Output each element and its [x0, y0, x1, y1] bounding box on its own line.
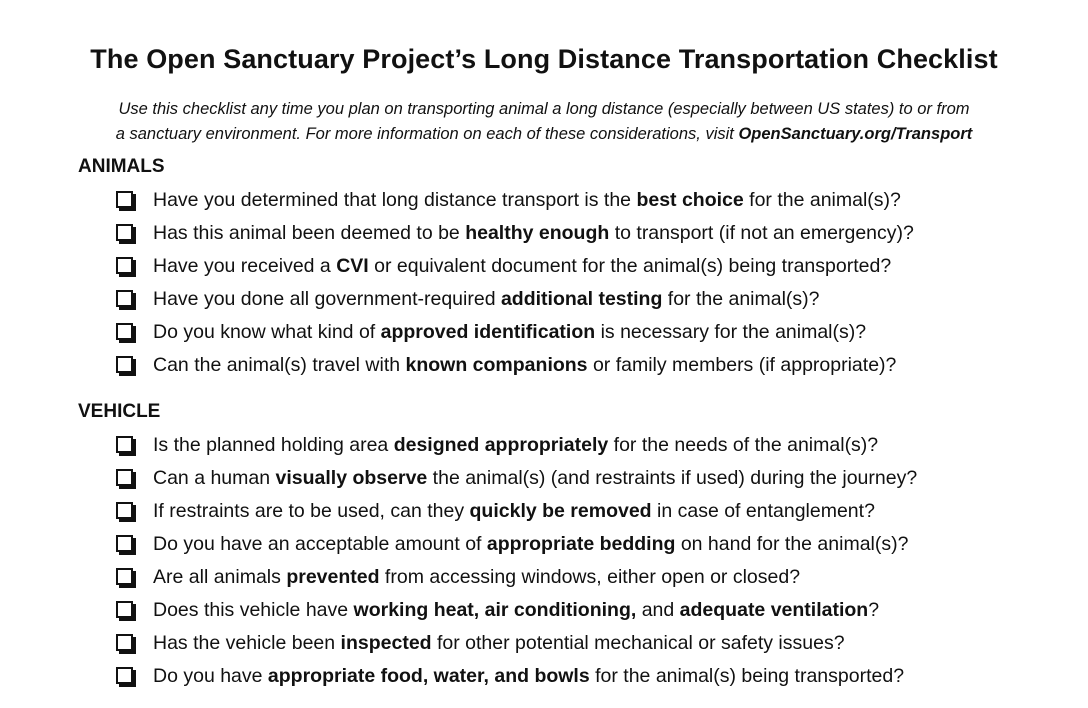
item-text-segment: or equivalent document for the animal(s) being transported?	[368, 255, 892, 277]
intro-paragraph	[60, 97, 1028, 147]
checkbox-icon[interactable]	[116, 257, 133, 274]
checkbox-icon[interactable]	[116, 436, 133, 453]
checkbox-icon[interactable]	[116, 290, 133, 307]
emphasis-text: known companions	[405, 354, 588, 376]
checklist-item	[116, 184, 914, 217]
item-text-segment: ?	[868, 599, 880, 621]
checklist-item-text	[153, 467, 917, 490]
emphasis-text: CVI	[336, 255, 369, 277]
checklist-item	[116, 250, 914, 283]
checklist-item-text	[153, 354, 896, 377]
emphasis-text: approved identification	[380, 321, 596, 343]
checklist-item	[116, 316, 914, 349]
item-text-segment: Do you know what kind of	[153, 321, 381, 343]
section-heading-animals: ANIMALS	[78, 156, 165, 177]
item-text-segment: Are all animals	[153, 566, 287, 588]
checklist-item-text	[153, 189, 901, 212]
intro-line-1: Use this checklist any time you plan on transporting animal a long distance (especially between US states) to or from	[118, 100, 970, 118]
checklist-item-text	[153, 222, 914, 245]
section-heading-vehicle: VEHICLE	[78, 401, 161, 422]
emphasis-text: visually observe	[275, 467, 428, 489]
checklist-item	[116, 217, 914, 250]
checklist-item	[116, 660, 917, 693]
item-text-segment: Does this vehicle have	[153, 599, 354, 621]
item-text-segment: If restraints are to be used, can they	[153, 500, 470, 522]
item-text-segment: Can a human	[153, 467, 276, 489]
emphasis-text: designed appropriately	[393, 434, 609, 456]
animals-checklist	[116, 184, 914, 382]
emphasis-text: healthy enough	[465, 222, 610, 244]
item-text-segment: Do you have	[153, 665, 268, 687]
item-text-segment: or family members (if appropriate)?	[587, 354, 897, 376]
checkbox-icon[interactable]	[116, 502, 133, 519]
item-text-segment: the animal(s) (and restraints if used) during the journey?	[427, 467, 918, 489]
checklist-item	[116, 627, 917, 660]
checkbox-icon[interactable]	[116, 667, 133, 684]
checklist-item	[116, 594, 917, 627]
vehicle-checklist	[116, 429, 917, 693]
checkbox-icon[interactable]	[116, 323, 133, 340]
item-text-segment: Have you determined that long distance transport is the	[153, 189, 637, 211]
item-text-segment: from accessing windows, either open or closed?	[379, 566, 801, 588]
checklist-item-text	[153, 434, 878, 457]
checkbox-icon[interactable]	[116, 469, 133, 486]
intro-link[interactable]: OpenSanctuary.org/Transport	[738, 125, 973, 143]
checkbox-icon[interactable]	[116, 535, 133, 552]
checklist-item	[116, 283, 914, 316]
emphasis-text: appropriate bedding	[486, 533, 676, 555]
item-text-segment: Can the animal(s) travel with	[153, 354, 406, 376]
item-text-segment: for the animal(s) being transported?	[589, 665, 905, 687]
item-text-segment: on hand for the animal(s)?	[675, 533, 909, 555]
checklist-item-text	[153, 599, 879, 622]
item-text-segment: for the needs of the animal(s)?	[608, 434, 879, 456]
emphasis-text: additional testing	[500, 288, 663, 310]
item-text-segment: for the animal(s)?	[662, 288, 820, 310]
emphasis-text: appropriate food, water, and bowls	[267, 665, 590, 687]
item-text-segment: Have you done all government-required	[153, 288, 501, 310]
checklist-item	[116, 349, 914, 382]
checklist-item-text	[153, 632, 845, 655]
item-text-segment: Is the planned holding area	[153, 434, 394, 456]
checklist-item	[116, 495, 917, 528]
checkbox-icon[interactable]	[116, 568, 133, 585]
checkbox-icon[interactable]	[116, 356, 133, 373]
item-text-segment: for other potential mechanical or safety issues?	[431, 632, 845, 654]
emphasis-text: adequate ventilation	[679, 599, 869, 621]
item-text-segment: for the animal(s)?	[743, 189, 901, 211]
checklist-item-text	[153, 665, 904, 688]
checkbox-icon[interactable]	[116, 634, 133, 651]
checklist-item-text	[153, 321, 866, 344]
item-text-segment: is necessary for the animal(s)?	[595, 321, 867, 343]
item-text-segment: in case of entanglement?	[651, 500, 875, 522]
checklist-item	[116, 561, 917, 594]
emphasis-text: inspected	[340, 632, 432, 654]
emphasis-text: best choice	[636, 189, 744, 211]
emphasis-text: working heat, air conditioning,	[353, 599, 637, 621]
emphasis-text: prevented	[286, 566, 380, 588]
checklist-item-text	[153, 288, 820, 311]
item-text-segment: to transport (if not an emergency)?	[609, 222, 914, 244]
item-text-segment: Has the vehicle been	[153, 632, 341, 654]
checklist-item-text	[153, 566, 800, 589]
item-text-segment: Have you received a	[153, 255, 337, 277]
emphasis-text: quickly be removed	[469, 500, 652, 522]
checklist-item-text	[153, 533, 908, 556]
item-text-segment: and	[636, 599, 680, 621]
page-title: The Open Sanctuary Project’s Long Distance Transportation Checklist	[90, 44, 998, 74]
checkbox-icon[interactable]	[116, 191, 133, 208]
intro-line-2: a sanctuary environment. For more information on each of these considerations, visit	[115, 125, 739, 143]
checklist-item-text	[153, 500, 875, 523]
checklist-item	[116, 429, 917, 462]
checklist-item	[116, 462, 917, 495]
checkbox-icon[interactable]	[116, 224, 133, 241]
item-text-segment: Has this animal been deemed to be	[153, 222, 466, 244]
checklist-item-text	[153, 255, 891, 278]
checklist-item	[116, 528, 917, 561]
checkbox-icon[interactable]	[116, 601, 133, 618]
item-text-segment: Do you have an acceptable amount of	[153, 533, 487, 555]
